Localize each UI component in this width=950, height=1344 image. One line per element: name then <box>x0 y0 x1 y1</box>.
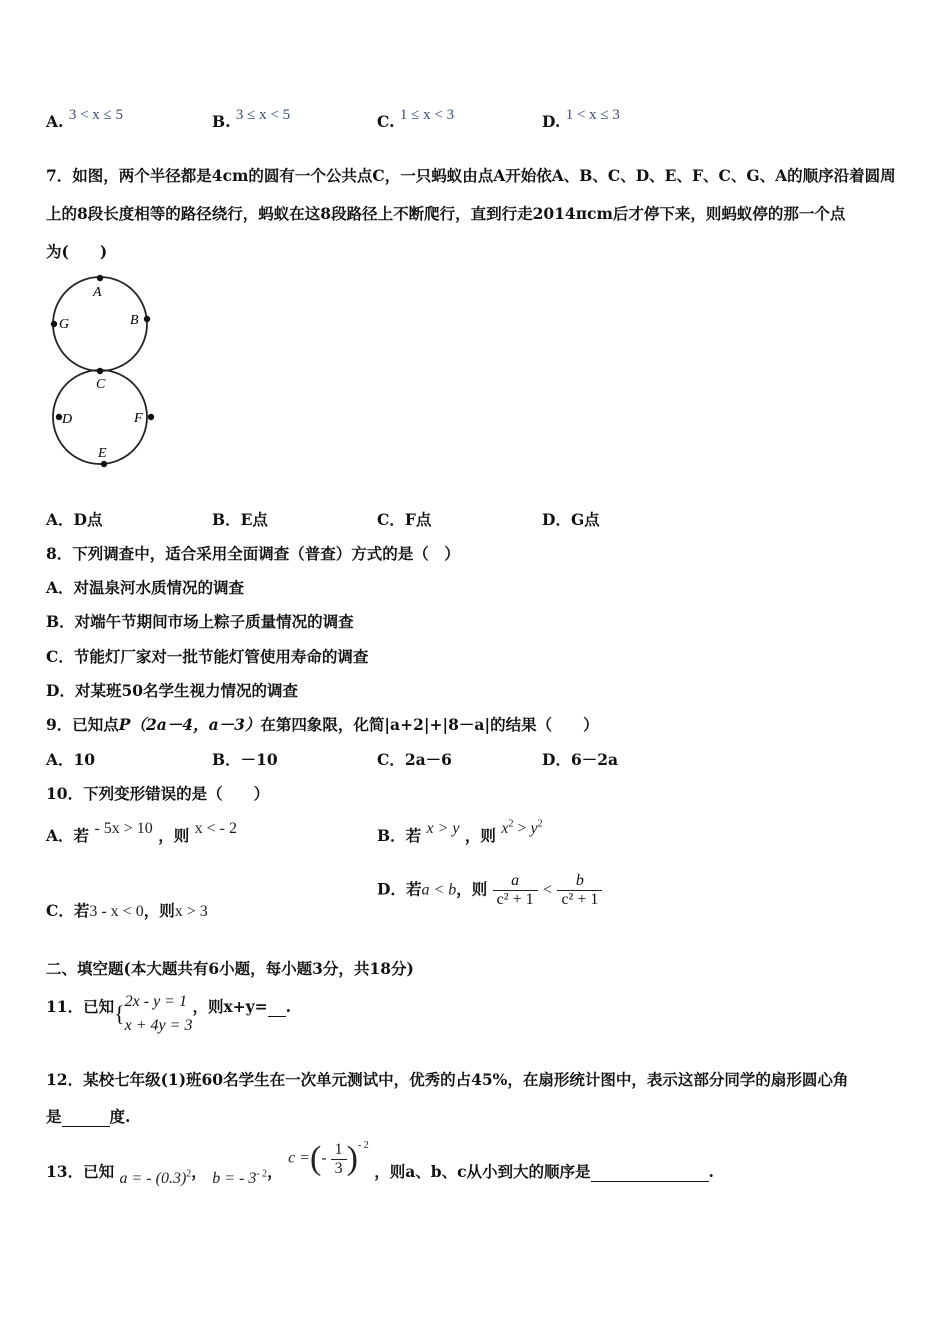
q13-comma-2: ， <box>267 1162 283 1181</box>
q7-stem-line2: 上的8段长度相等的路径绕行，蚂蚁在这8段路径上不断爬行，直到行走2014πcm后才停下来，则蚂蚁停的那一个点 <box>46 204 846 223</box>
q13-a-expr <box>119 1170 191 1187</box>
q13 <box>46 1140 714 1187</box>
q11-answer-blank[interactable] <box>268 997 286 1017</box>
q10-d-fraction-a <box>493 872 538 909</box>
q10-a-cond: - 5x > 10 <box>94 820 153 837</box>
q7-option-c: C．F点 <box>377 510 432 529</box>
point-f-dot <box>148 414 154 420</box>
q13-prefix: 13．已知 <box>46 1162 115 1181</box>
q13-c-lhs: c = <box>288 1149 310 1167</box>
q10-d-label: D．若 <box>377 879 422 899</box>
q12-line1: 12．某校七年级(1)班60名学生在一次单元测试中，优秀的占45%，在扇形统计图中，表示这部分同学的扇形圆心角 <box>46 1070 849 1089</box>
q10-a-result: x < - 2 <box>194 820 237 837</box>
q7-stem-line3: 为( ) <box>46 242 108 261</box>
q13-c-expr <box>288 1140 369 1178</box>
label-g: G <box>59 317 70 332</box>
q13-c-num: 1 <box>331 1141 347 1160</box>
q6-option-a-label: A. <box>46 112 64 131</box>
q6-option-d <box>542 107 620 132</box>
q7-two-circles-figure <box>40 270 170 475</box>
q6-option-c-label: C. <box>377 112 395 131</box>
q10-a-then: ，则 <box>158 826 190 845</box>
q13-c-paren-open: ( <box>309 1140 322 1177</box>
label-a: A <box>93 285 102 300</box>
label-f: F <box>134 411 143 426</box>
point-b-dot <box>144 316 150 322</box>
q9-option-c: C．2a－6 <box>377 750 452 769</box>
q10-b-result <box>501 820 542 837</box>
q13-a-exp: 2 <box>186 1168 192 1180</box>
q11-brace: { <box>114 1001 125 1026</box>
section-2-title: 二、填空题(本大题共有6小题，每小题3分，共18分) <box>46 959 414 978</box>
q13-suffix: ，则a、b、c从小到大的顺序是 <box>374 1162 591 1181</box>
q13-c-exp: - 2 <box>357 1140 369 1151</box>
q6-option-c-expr: 1 ≤ x < 3 <box>399 107 455 123</box>
q9-stem-suffix: 在第四象限，化简|a+2|+|8－a|的结果（ ） <box>260 715 599 734</box>
q8-option-a: A．对温泉河水质情况的调查 <box>46 578 245 597</box>
q10-d-then: ，则 <box>456 879 488 899</box>
q10-d-frac-a-den: c² + 1 <box>496 891 534 908</box>
q10-option-d <box>377 872 602 909</box>
q10-b-exp-1: 2 <box>508 818 514 830</box>
q13-a-expr-text: a = - (0.3) <box>119 1170 187 1187</box>
q12-answer-blank[interactable] <box>62 1107 110 1127</box>
q6-option-d-expr: 1 < x ≤ 3 <box>565 107 620 123</box>
label-e: E <box>98 446 107 461</box>
q10-option-c <box>46 899 208 921</box>
q9-stem-prefix: 9．已知点 <box>46 715 119 734</box>
q8-option-d: D．对某班50名学生视力情况的调查 <box>46 681 299 700</box>
q13-b-exp: - 2 <box>256 1168 268 1180</box>
q10-option-b <box>377 818 543 846</box>
q10-c-result: x > 3 <box>174 903 208 920</box>
q12-line2-prefix: 是 <box>46 1107 62 1126</box>
q6-option-a-expr: 3 < x ≤ 5 <box>68 107 124 123</box>
q8-stem: 8．下列调查中，适合采用全面调查（普查）方式的是（ ） <box>46 544 460 563</box>
q9-option-a: A．10 <box>46 750 96 769</box>
q9-stem <box>46 713 599 735</box>
q6-option-d-label: D. <box>542 112 561 131</box>
q10-option-a <box>46 820 237 846</box>
q6-option-a <box>46 107 124 132</box>
q9-option-d: D．6－2a <box>542 750 619 769</box>
q13-c-sign: - <box>321 1149 327 1167</box>
q10-b-result-op: > <box>513 820 531 837</box>
q8-option-b: B．对端午节期间市场上粽子质量情况的调查 <box>46 612 354 631</box>
q10-b-result-y: y <box>530 820 538 837</box>
q7-option-b: B．E点 <box>212 510 268 529</box>
q11 <box>46 990 291 1038</box>
q13-comma-1: ， <box>191 1162 207 1181</box>
q10-d-fraction-b <box>557 872 602 909</box>
q7-option-a: A．D点 <box>46 510 103 529</box>
q6-option-b <box>212 107 291 132</box>
q10-b-then: ，则 <box>464 826 496 845</box>
q9-stem-point: P（2a－4，a－3） <box>118 715 261 734</box>
q13-c-den: 3 <box>334 1159 343 1177</box>
q10-d-frac-b-num: b <box>557 872 602 891</box>
q10-b-exp-2: 2 <box>537 818 543 830</box>
q10-a-label: A．若 <box>46 826 90 845</box>
q10-d-frac-b-den: c² + 1 <box>561 891 599 908</box>
q8-option-c: C．节能灯厂家对一批节能灯管使用寿命的调查 <box>46 647 369 666</box>
q10-d-cond: a < b <box>421 881 457 899</box>
q13-b-expr <box>212 1170 267 1187</box>
q9-option-b: B．－10 <box>212 750 278 769</box>
q10-d-op: < <box>543 881 553 899</box>
label-b: B <box>130 313 139 328</box>
q10-b-result-x: x <box>501 820 509 837</box>
q10-c-then: ，则 <box>143 901 175 920</box>
point-c-dot <box>97 368 103 374</box>
q11-system <box>125 990 193 1038</box>
q10-b-label: B．若 <box>377 826 422 845</box>
q12-line2 <box>46 1105 130 1127</box>
point-g-dot <box>51 321 57 327</box>
q12-line2-suffix: 度. <box>109 1107 131 1126</box>
q6-option-b-expr: 3 ≤ x < 5 <box>235 107 291 123</box>
q10-c-label: C．若 <box>46 901 90 920</box>
q13-b-expr-text: b = - 3 <box>212 1170 257 1187</box>
q13-answer-blank[interactable] <box>591 1162 709 1182</box>
q11-suffix: ，则x+y= <box>192 997 268 1016</box>
label-d: D <box>62 412 73 427</box>
q10-stem: 10．下列变形错误的是（ ） <box>46 784 270 803</box>
q13-end: . <box>708 1162 714 1181</box>
point-e-dot <box>101 461 107 467</box>
q10-c-cond: 3 - x < 0 <box>89 903 144 920</box>
point-a-dot <box>97 275 103 281</box>
q6-option-c <box>377 107 455 132</box>
q11-eq1: 2x - y = 1 <box>124 993 187 1010</box>
q6-option-b-label: B. <box>212 112 231 131</box>
q11-eq2: x + 4y = 3 <box>124 1017 193 1034</box>
q11-end: . <box>285 997 292 1016</box>
label-c: C <box>96 377 106 392</box>
q10-d-frac-a-num: a <box>493 872 538 891</box>
q13-c-paren-close: ) <box>346 1140 358 1177</box>
q10-b-cond: x > y <box>426 820 460 837</box>
q13-c-fraction <box>331 1141 347 1178</box>
q7-stem-line1: 7．如图，两个半径都是4cm的圆有一个公共点C，一只蚂蚁由点A开始依A、B、C、D、E、F、C、G、A的顺序沿着圆周 <box>46 166 896 185</box>
q11-prefix: 11．已知 <box>46 997 115 1016</box>
q7-option-d: D．G点 <box>542 510 600 529</box>
